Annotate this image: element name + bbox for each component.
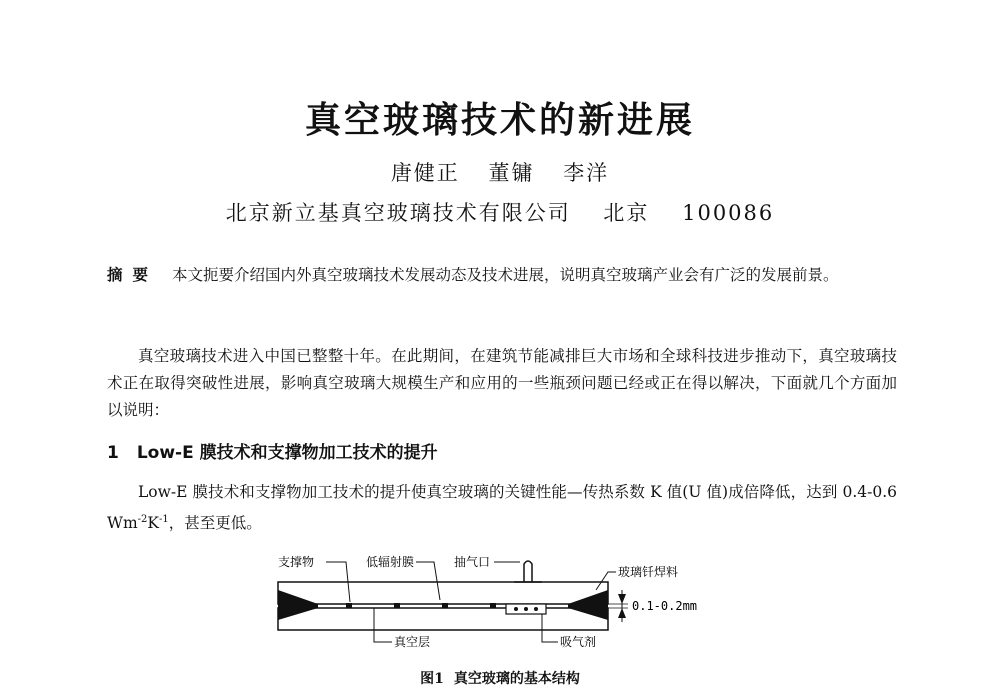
section-number: 1 [107, 443, 119, 463]
leader-vacuum [374, 608, 392, 642]
figure-caption-text: 真空玻璃的基本结构 [453, 671, 580, 687]
gap-arrow-top [618, 594, 626, 604]
intro-paragraph: 真空玻璃技术进入中国已整整十年。在此期间，在建筑节能减排巨大市场和全球科技进步推动下，真空玻璃技术正在取得突破性进展，影响真空玻璃大规模生产和应用的一些瓶颈问题已经或正在得以解决，下面就几个方面加以说明： [107, 347, 897, 419]
label-gap: 0.1-0.2mm [632, 599, 698, 613]
getter-dot [514, 607, 518, 611]
section-paragraph [107, 479, 897, 537]
section-text-b: ，甚至更低。 [168, 514, 262, 533]
unit-exponent-m: -2 [137, 514, 148, 525]
abstract-text: 本文扼要介绍国内外真空玻璃技术发展动态及技术进展，说明真空玻璃产业会有广泛的发展前景。 [172, 266, 839, 284]
gap-arrow-bottom [618, 608, 626, 618]
pump-out-tube [524, 561, 532, 582]
abstract [107, 262, 897, 288]
vacuum-glass-diagram [266, 550, 736, 670]
affiliation-city: 北京 [603, 201, 650, 225]
leader-lowe [416, 562, 440, 600]
abstract-label: 摘要 [107, 265, 159, 284]
section-text-a: Low-E 膜技术和支撑物加工技术的提升使真空玻璃的关键性能—传热系数 K 值(U 值)成倍降低，达到 0.4-0.6 W [107, 483, 897, 533]
label-support: 支撑物 [278, 555, 315, 569]
getter-dot [524, 607, 528, 611]
affiliation-postcode: 100086 [682, 201, 775, 225]
label-vacuum: 真空层 [394, 635, 431, 649]
edge-solder-right [568, 590, 608, 620]
unit-exponent-k: -1 [158, 514, 169, 525]
unit-m: m [122, 514, 138, 533]
author-list [0, 157, 1000, 187]
label-getter: 吸气剂 [560, 635, 597, 649]
figure-caption [0, 668, 1000, 688]
paper-title: 真空玻璃技术的新进展 [304, 100, 695, 141]
support-pillar [394, 603, 400, 608]
affiliation [0, 197, 1000, 227]
author-name: 李洋 [563, 161, 610, 185]
support-pillar [346, 603, 352, 608]
affiliation-name: 北京新立基真空玻璃技术有限公司 [225, 201, 571, 225]
author-name: 董镛 [488, 161, 535, 185]
support-pillar [490, 603, 496, 608]
label-pump: 抽气口 [454, 555, 491, 569]
leader-solder [596, 572, 616, 590]
edge-solder-left [278, 590, 318, 620]
getter-dot [534, 607, 538, 611]
top-glass-pane [278, 582, 608, 604]
label-lowe: 低辐射膜 [366, 555, 415, 569]
section-heading [107, 438, 438, 463]
support-pillar [442, 603, 448, 608]
bottom-glass-pane [278, 608, 608, 630]
leader-getter [542, 614, 558, 642]
figure-number: 图1 [420, 671, 444, 687]
unit-k: K [147, 514, 159, 533]
section-title: Low-E 膜技术和支撑物加工技术的提升 [136, 443, 438, 463]
author-name: 唐健正 [390, 161, 460, 185]
label-solder: 玻璃钎焊料 [618, 565, 679, 579]
